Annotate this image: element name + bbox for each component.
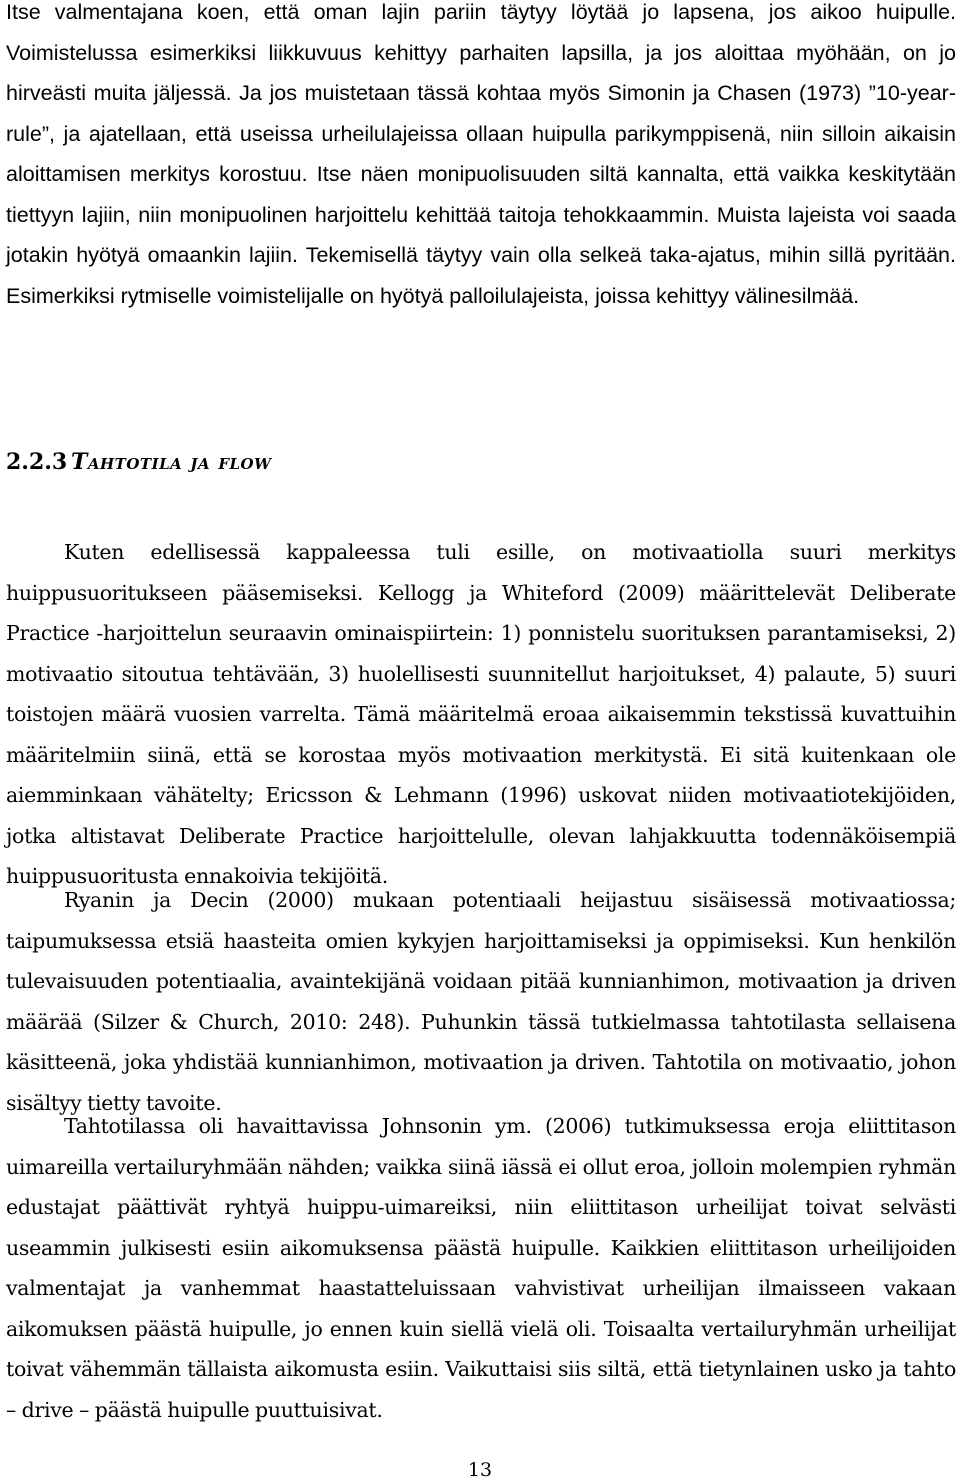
paragraph-coach-reflection: Itse valmentajana koen, että oman lajin pariin täytyy löytää jo lapsena, jos aikoo huipulle. Voimistelussa esimerkiksi liikkuvuus kehittyy parhaiten lapsilla, ja jos aloittaa myöhään, on jo hirveästi muita jäljessä. Ja jos muistetaan tässä kohtaa myös Simonin ja Chasen (1973) ”10-year-rule”, ja ajatellaan, että useissa urheilulajeissa ollaan huipulla parikymppisenä, niin silloin aikaisin aloittamisen merkitys korostuu. Itse näen monipuolisuuden siltä kannalta, että vaikka keskitytään tiettyyn lajiin, niin monipuolinen harjoittelu kehittää taitoja tehokkaammin. Muista lajeista voi saada jotakin hyötyä omaankin lajiin. Tekemisellä täytyy vain olla selkeä taka-ajatus, mihin sillä pyritään. Esimerkiksi rytmiselle voimistelijalle on hyötyä palloilulajeista, joissa kehittyy välinesilmää. (6, 0, 956, 308)
section-number: 2.2.3 (6, 449, 68, 475)
paragraph-deliberate-practice: Kuten edellisessä kappaleessa tuli esille, on motivaatiolla suuri merkitys huippusuoritukseen pääsemiseksi. Kellogg ja Whiteford (2009) määrittelevät Deliberate Practice -harjoittelun seuraavin ominaispiirtein: 1) ponnistelu suorituksen parantamiseksi, 2) motivaatio sitoutua tehtävään, 3) huolellisesti suunnitellut harjoitukset, 4) palaute, 5) suuri toistojen määrä vuosien varrelta. Tämä määritelmä eroaa aikaisemmin tekstissä kuvattuihin määritelmiin siinä, että se korostaa myös motivaation merkitystä. Ei sitä kuitenkaan ole aiemminkaan vähätelty; Ericsson & Lehmann (1996) uskovat niiden motivaatiotekijöiden, jotka altistavat Deliberate Practice harjoittelulle, olevan lahjakkuutta todennäköisempiä huippusuoritusta ennakoivia tekijöitä. (6, 540, 956, 888)
paragraph-potential-motivation: Ryanin ja Decin (2000) mukaan potentiaali heijastuu sisäisessä motivaatiossa; taipumuksessa etsiä haasteita omien kykyjen harjoittamiseksi ja oppimiseksi. Kun henkilön tulevaisuuden potentiaalia, avaintekijänä voidaan pitää kunnianhimon, motivaation ja driven määrää (Silzer & Church, 2010: 248). Puhunkin tässä tutkielmassa tahtotilasta sellaisena käsitteenä, joka yhdistää kunnianhimon, motivaation ja driven. Tahtotila on motivaatio, johon sisältyy tietty tavoite. (6, 888, 956, 1115)
section-heading (6, 444, 271, 480)
page-number: 13 (467, 1459, 493, 1481)
paragraph-intention-study: Tahtotilassa oli havaittavissa Johnsonin ym. (2006) tutkimuksessa eroja eliittitason uimareilla vertailuryhmään nähden; vaikka siinä iässä ei ollut eroa, jolloin molempien ryhmän edustajat päättivät ryhtyä huippu-uimareiksi, niin eliittitason urheilijat toivat selvästi useammin julkisesti esiin aikomuksensa päästä huipulle. Kaikkien eliittitason urheilijoiden valmentajat ja vanhemmat haastatteluissaan vahvistivat urheilijan ilmaisseen vakaan aikomuksen päästä huipulle, jo ennen kuin siellä vielä oli. Toisaalta vertailuryhmän urheilijat toivat vähemmän tällaista aikomusta esiin. Vaikuttaisi siis siltä, että tietynlainen usko ja tahto – drive – päästä huipulle puuttuisivat. (6, 1114, 956, 1422)
section-title: Tahtotila ja flow (71, 449, 272, 475)
